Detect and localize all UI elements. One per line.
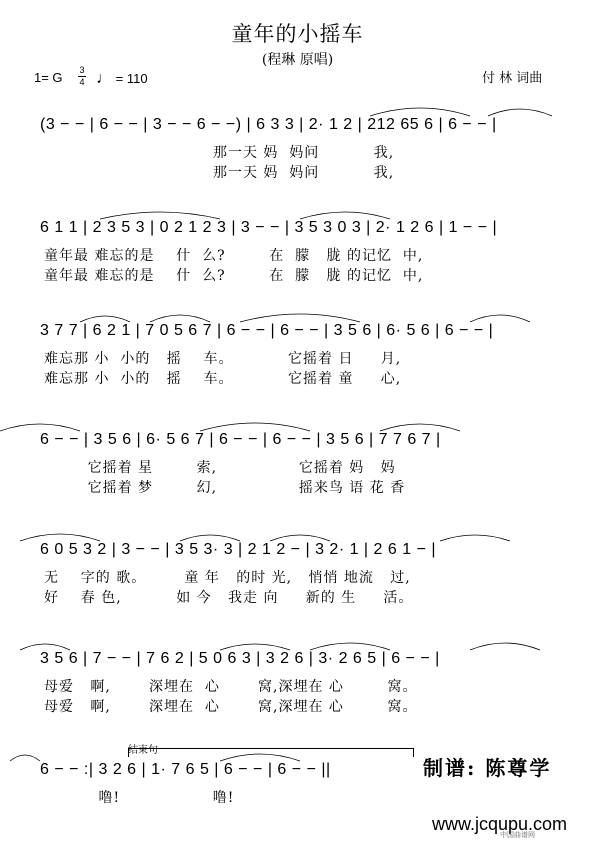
melody-line: (3 − − | 6 − − | 3 − − 6 − −) | 6 3 3 | 2· 1 2 | 212 65 6 | 6 − − | bbox=[40, 116, 497, 133]
lyric-verse-2: 童年最 难忘的是 什 么? 在 朦 胧 的记忆 中, bbox=[44, 268, 424, 284]
lyric-verse-1: 噜! 噜! bbox=[44, 790, 235, 806]
slur-marks bbox=[0, 417, 535, 431]
slur-marks bbox=[0, 636, 535, 650]
tempo-value: = 110 bbox=[115, 71, 148, 86]
song-title: 童年的小摇车 bbox=[231, 22, 364, 46]
ending-label: 结束句 bbox=[128, 745, 158, 756]
time-signature bbox=[78, 66, 86, 87]
lyric-verse-1: 无 字的 歌。 童 年 的时 光, 悄悄 地流 过, bbox=[44, 570, 411, 586]
site-watermark-subtitle: 中国曲谱网 bbox=[500, 832, 535, 839]
lyric-verse-1: 难忘那 小 小的 摇 车。 它摇着 日 月, bbox=[44, 351, 402, 367]
melody-line: 3 5 6 | 7 − − | 7 6 2 | 5 0 6 3 | 3 2 6 | 3· 2 6 5 | 6 − − | bbox=[40, 650, 440, 667]
melody-line: 6 − − :| 3 2 6 | 1· 7 6 5 | 6 − − | 6 − − || bbox=[40, 761, 331, 778]
lyric-verse-2: 那一天 妈 妈问 我, bbox=[44, 165, 395, 181]
time-signature-bottom: 4 bbox=[79, 77, 85, 87]
lyric-verse-2: 母爱 啊, 深埋在 心 窝,深埋在 心 窝。 bbox=[44, 699, 418, 715]
tempo-marking bbox=[96, 70, 148, 88]
slur-marks bbox=[0, 102, 535, 116]
time-signature-top: 3 bbox=[79, 65, 85, 75]
site-watermark: www.jcqupu.com bbox=[432, 814, 568, 834]
quarter-note-icon: ♩ bbox=[96, 70, 112, 87]
lyric-verse-1: 母爱 啊, 深埋在 心 窝,深埋在 心 窝。 bbox=[44, 679, 418, 695]
score-system-5 bbox=[0, 541, 595, 645]
score-system-4 bbox=[0, 431, 595, 535]
lyric-verse-2: 好 春 色, 如 今 我走 向 新的 生 活。 bbox=[44, 590, 414, 606]
lyric-verse-1: 童年最 难忘的是 什 么? 在 朦 胧 的记忆 中, bbox=[44, 248, 424, 264]
slur-marks bbox=[0, 205, 535, 219]
slur-marks bbox=[0, 527, 535, 541]
melody-line: 3 7 7 | 6 2 1 | 7 0 5 6 7 | 6 − − | 6 − − | 3 5 6 | 6· 5 6 | 6 − − | bbox=[40, 322, 494, 339]
lyric-verse-1: 它摇着 星 索, 它摇着 妈 妈 bbox=[44, 460, 396, 476]
melody-line: 6 0 5 3 2 | 3 − − | 3 5 3· 3 | 2 1 2 − | 3 2· 1 | 2 6 1 − | bbox=[40, 541, 437, 558]
melody-line: 6 1 1 | 2 3 5 3 | 0 2 1 2 3 | 3 − − | 3 5 3 0 3 | 2· 1 2 6 | 1 − − | bbox=[40, 219, 498, 236]
song-subtitle: (程琳 原唱) bbox=[261, 52, 334, 68]
transcriber-credit: 制谱: 陈尊学 bbox=[423, 756, 552, 780]
lyric-verse-1: 那一天 妈 妈问 我, bbox=[44, 145, 395, 161]
melody-line: 6 − − | 3 5 6 | 6· 5 6 7 | 6 − − | 6 − − | 3 5 6 | 7 7 6 7 | bbox=[40, 431, 441, 448]
slur-marks bbox=[0, 308, 535, 322]
lyric-verse-2: 它摇着 梦 幻, 摇来鸟 语 花 香 bbox=[44, 480, 406, 496]
composer-credit: 付 林 词曲 bbox=[482, 71, 543, 86]
score-system-3 bbox=[0, 322, 595, 426]
key-signature: 1= G bbox=[34, 70, 63, 85]
score-system-6 bbox=[0, 650, 595, 754]
lyric-verse-2: 难忘那 小 小的 摇 车。 它摇着 童 心, bbox=[44, 371, 402, 387]
